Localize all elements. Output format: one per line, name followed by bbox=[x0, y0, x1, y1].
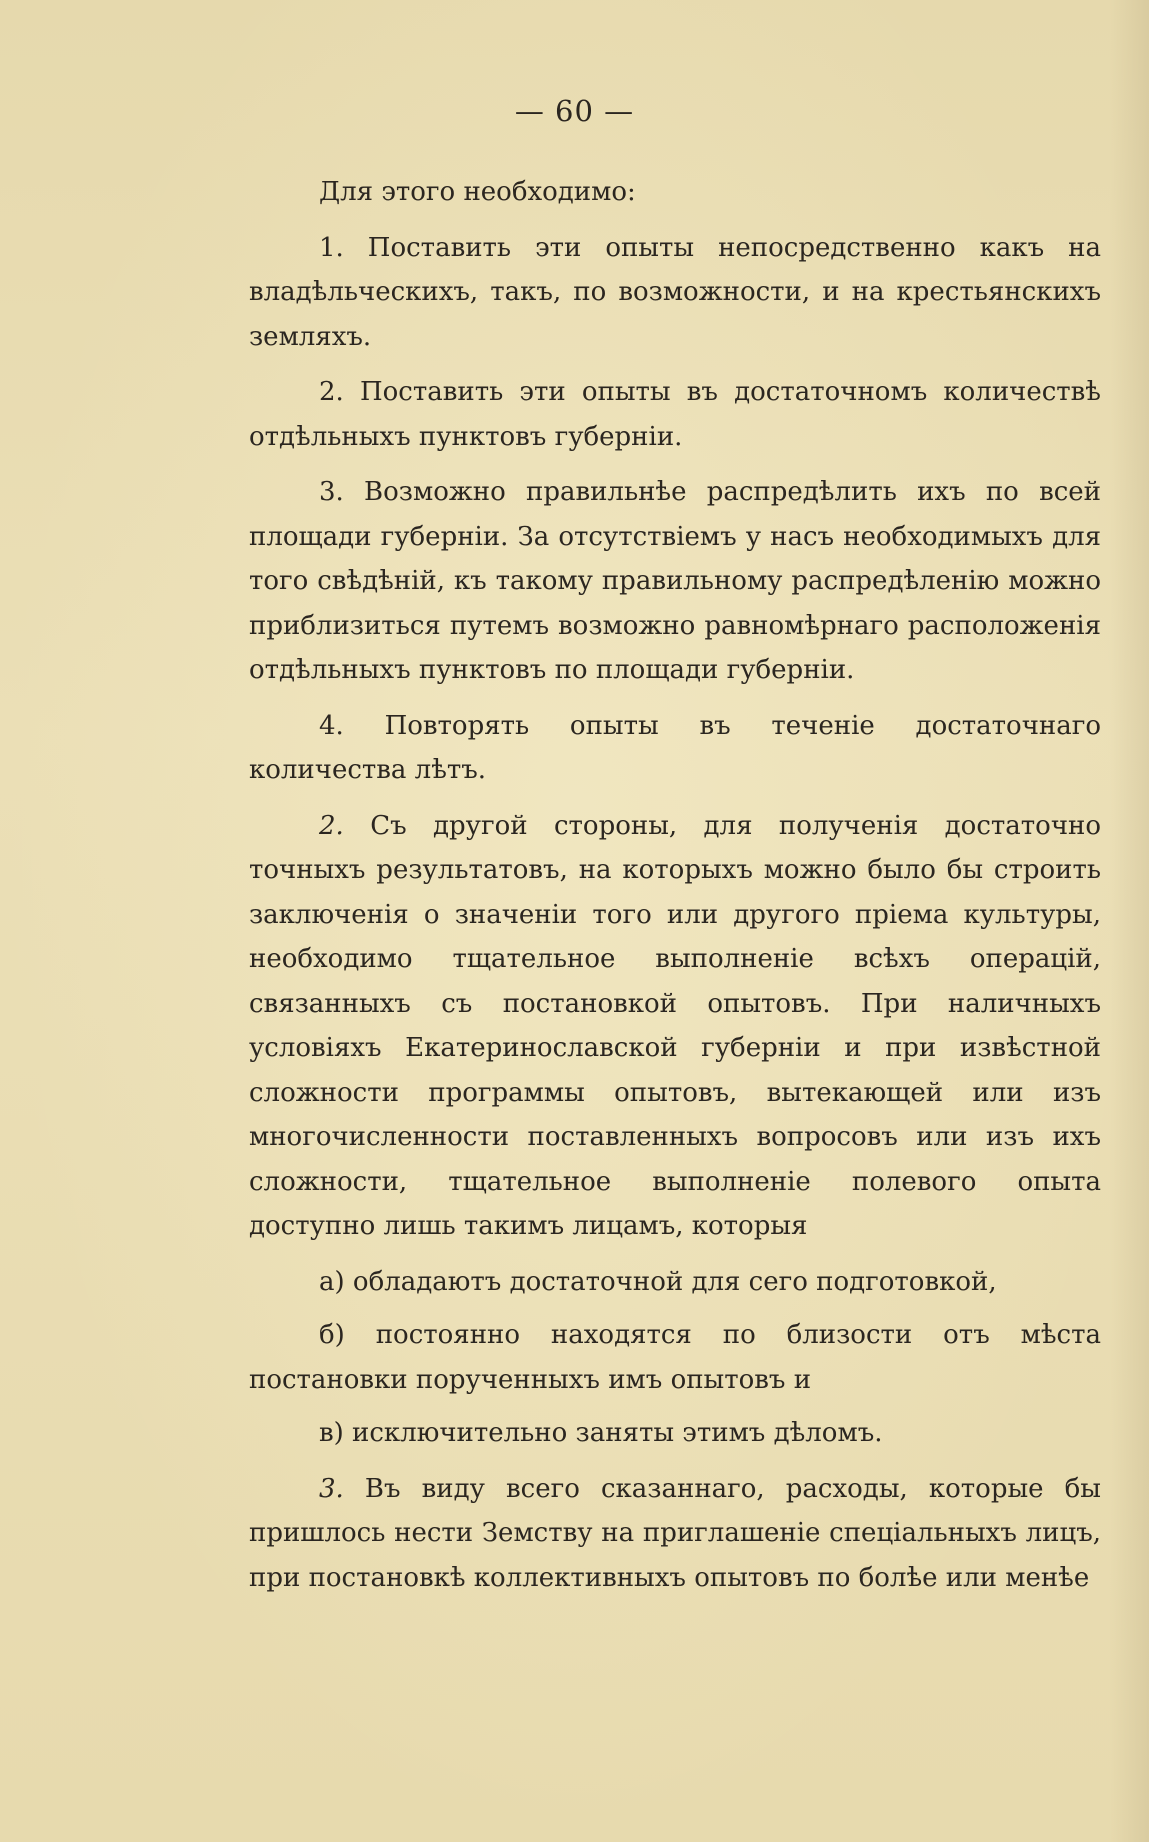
paragraph-item-3 bbox=[249, 470, 1101, 693]
paragraph-item-2 bbox=[249, 370, 1101, 459]
paragraph-text: в) исключительно заняты этимъ дѣломъ. bbox=[319, 1418, 883, 1448]
paragraph-intro bbox=[249, 170, 1101, 215]
paragraph-text: б) постоянно находятся по близости отъ мѣста постановки порученныхъ имъ опытовъ и bbox=[249, 1320, 1101, 1395]
paragraph-item-1 bbox=[249, 226, 1101, 360]
section-number: 2. bbox=[319, 810, 344, 841]
paragraph-text: Для этого необходимо: bbox=[319, 177, 636, 207]
paragraph-item-a bbox=[249, 1260, 1101, 1305]
paragraph-section-3 bbox=[249, 1467, 1101, 1601]
paragraph-text: 2. Поставить эти опыты въ достаточномъ количествѣ отдѣльныхъ пунктовъ губерніи. bbox=[249, 377, 1101, 452]
page-number: — 60 — bbox=[514, 94, 635, 128]
page-edge-shadow bbox=[1109, 0, 1149, 1842]
paragraph-item-c bbox=[249, 1411, 1101, 1456]
paragraph-item-4 bbox=[249, 704, 1101, 793]
paragraph-text: Съ другой стороны, для полученія достаточно точныхъ результатовъ, на которыхъ можно было бы строить заключенія о значеніи того или другого пріема культуры, необходимо тщательное выполненіе всѣхъ операцій, связанныхъ съ постановкой опытовъ. При наличныхъ условіяхъ Екатеринославской губерніи и при извѣстной сложности программы опытовъ, вытекающей или изъ многочисленности поставленныхъ вопросовъ или изъ ихъ сложности, тщательное выполненіе полевого опыта доступно лишь такимъ лицамъ, которыя bbox=[249, 810, 1101, 1241]
paragraph-text: Въ виду всего сказаннаго, расходы, которые бы пришлось нести Земству на приглашеніе спеціальныхъ лицъ, при постановкѣ коллективныхъ опытовъ по болѣе или менѣе bbox=[249, 1473, 1101, 1593]
paragraph-section-2 bbox=[249, 804, 1101, 1249]
paragraph-text: 3. Возможно правильнѣе распредѣлить ихъ по всей площади губерніи. За отсутствіемъ у насъ необходимыхъ для того свѣдѣній, къ такому правильному распредѣленію можно приблизиться путемъ возможно равномѣрнаго расположенія отдѣльныхъ пунктовъ по площади губерніи. bbox=[249, 477, 1101, 685]
paragraph-text: 4. Повторять опыты въ теченіе достаточнаго количества лѣтъ. bbox=[249, 710, 1101, 785]
body-text bbox=[249, 170, 1101, 1611]
paragraph-text: 1. Поставить эти опыты непосредственно какъ на владѣльческихъ, такъ, по возможности, и на крестьянскихъ земляхъ. bbox=[249, 232, 1101, 352]
paragraph-item-b bbox=[249, 1313, 1101, 1402]
paragraph-text: а) обладаютъ достаточной для сего подготовкой, bbox=[319, 1266, 997, 1297]
section-number: 3. bbox=[319, 1473, 344, 1504]
